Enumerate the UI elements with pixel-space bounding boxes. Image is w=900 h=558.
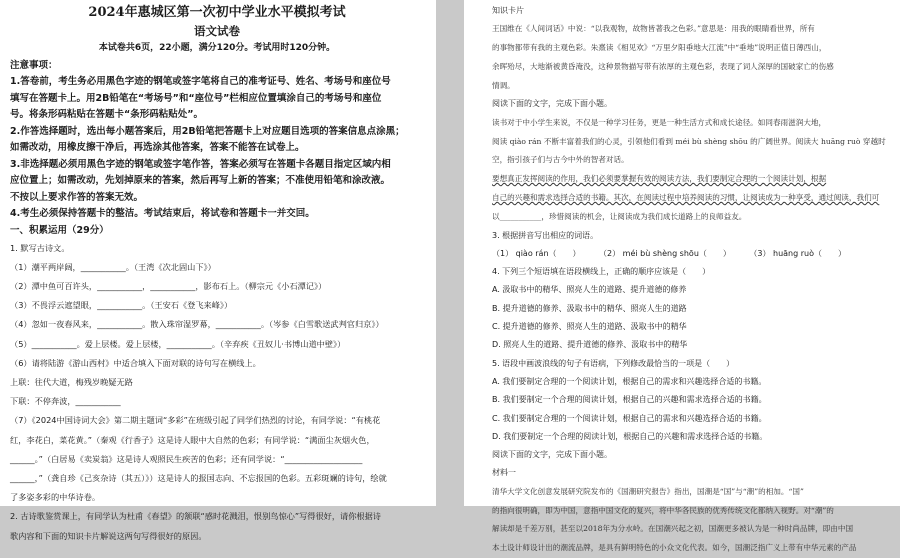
passage-line: 解读却是千差万别，甚至以2018年为分水岭。在国潮兴起之初，国潮更多被认为是一种时尚品牌，即由中国 — [492, 524, 854, 534]
passage-line: 读书对于中小学生来说，不仅是一种学习任务，更是一种生活方式和成长途径。如同春雨滋润大地， — [492, 117, 827, 127]
pinyin-item: （2） méi bù shèng shōu（ ） — [599, 248, 731, 258]
section-heading: 一、积累运用（29分） — [10, 224, 109, 236]
passage-line: 本土设计师设计出的潮流品牌，是具有鲜明特色的小众文化代表。如今，国潮泛指广义上带有中华元素的产品 — [492, 543, 857, 553]
passage-line: 阅读 qiào rán 不断丰富着我们的心灵，引领他们看到 méi bù shèng shōu 的广阔世界。阅读大 huāng ruò 穿越时 — [492, 136, 886, 146]
note-line: 号。将条形码粘贴在答题卡“条形码粘贴处”。 — [10, 109, 203, 120]
question-line: 1. 默写古诗文。 — [10, 242, 70, 253]
passage-line: 以___________，珍惜阅读的机会，让阅读成为我们成长道路上的良师益友。 — [492, 211, 747, 221]
question-line: 红，李花白，菜花黄。”（秦观《行香子》这是诗人眼中大自然的色彩；有同学说：“满面尘灰烟火色， — [10, 434, 375, 445]
exam-title: 2024年惠城区第一次初中学业水平模拟考试 — [88, 5, 346, 20]
note-line: 1.答卷前，考生务必用黑色字迹的钢笔或签字笔将自己的准考证号、姓名、考场号和座位号 — [10, 76, 391, 87]
option-a: A. 我们要制定合理的一个阅读计划，根据自己的需求和兴趣选择合适的书籍。 — [492, 376, 767, 386]
option-a: A. 汲取书中的精华、照亮人生的道路、提升道德的修养 — [492, 285, 687, 295]
question-line: 2. 古诗歌鉴赏课上，有同学认为杜甫《春望》的颔联“感时花溅泪，恨别鸟惊心”写得很好，请你根据诗 — [10, 511, 381, 522]
question-line: （4）忽如一夜春风来，___________。散入珠帘湿罗幕，___________。（岑参《白雪歌送武判官归京》） — [10, 319, 384, 330]
passage-line: 的指向很明确，即为中国，意指中国文化的复兴，将中华各民族的优秀传统文化都纳入视野。对“潮”的 — [492, 505, 834, 515]
question-3: 3. 根据拼音写出相应的词语。 — [492, 230, 599, 240]
exam-info: 本试卷共6页，22小题，满分120分。考试用时120分钟。 — [98, 43, 336, 53]
question-line: 上联：往代大道，梅残岁晚疑无路 — [10, 376, 133, 387]
question-line: 歌内容和下面的知识卡片解说这两句写得很好的原因。 — [10, 530, 207, 541]
question-4: 4. 下列三个短语填在语段横线上，正确的顺序应该是（ ） — [492, 267, 711, 277]
note-line: 填写在答题卡上。用2B铅笔在“考场号”和“座位号”栏相应位置填涂自己的考场号和座位 — [10, 92, 382, 104]
option-b: B. 我们要制定一个合理的阅读计划，根据自己的兴趣和需求选择合适的书籍。 — [492, 395, 767, 405]
material-heading: 材料一 — [492, 468, 516, 478]
option-c: C. 我们要制定合理的一个阅读计划，根据自己的需求和兴趣选择合适的书籍。 — [492, 413, 767, 423]
passage-line-wavy: 自己的兴趣和需求选择合适的书籍。其次，在阅读过程中培养阅读的习惯，让阅读成为一种享受，通过阅读，我们可 — [492, 192, 880, 202]
note-line: 不按以上要求作答的答案无效。 — [10, 191, 144, 203]
passage-line: 清华大学文化创意发展研究院发布的《国潮研究报告》指出，国潮是“国”与“潮”的相加。“国” — [492, 486, 804, 496]
question-line: （2）潭中鱼可百许头，___________，___________，影布石上。（柳宗元《小石潭记》） — [10, 280, 327, 291]
option-d: D. 我们要制定一个合理的阅读计划，根据自己的兴趣和需求选择合适的书籍。 — [492, 431, 768, 441]
question-line: 下联：不停奔波，___________ — [10, 396, 121, 407]
question-line: （1）潮平两岸阔，___________。（王湾《次北固山下》） — [10, 261, 216, 272]
option-d: D. 照亮人生的道路、提升道德的修养、汲取书中的精华 — [492, 340, 688, 350]
pinyin-item: （1） qiào rán（ ） — [492, 248, 581, 258]
notes-heading: 注意事项： — [10, 60, 58, 71]
card-line: 情调。 — [492, 80, 515, 90]
exam-subtitle: 语文试卷 — [194, 24, 240, 38]
question-line: （6）请将陆游《游山西村》中适合填入下面对联的诗句写在横线上。 — [10, 357, 261, 368]
option-b: B. 提升道德的修养、汲取书中的精华、照亮人生的道路 — [492, 303, 687, 313]
question-line: （7）《2024中国诗词大会》第二期主题词“多彩”在班级引起了同学们热烈的讨论，有同学说：“有桃花 — [10, 415, 381, 426]
question-line: 了多姿多彩的中华诗卷。 — [10, 492, 101, 503]
note-line: 如需改动，用橡皮擦干净后，再选涂其他答案，答案不能答在试卷上。 — [10, 142, 305, 153]
note-line: 3.非选择题必须用黑色字迹的钢笔或签字笔作答，答案必须写在答题卡各题目指定区域内相 — [10, 158, 391, 170]
passage-line: 空，指引孩子们与古今中外的智者对话。 — [492, 155, 629, 165]
pinyin-row — [492, 245, 886, 263]
passage-line-wavy: 要想真正发挥阅读的作用，我们必须要掌握有效的阅读方法，我们要制定合理的一个阅读计划，根据 — [492, 174, 827, 184]
exam-page-left — [0, 0, 436, 541]
reading-instruction: 阅读下面的文字，完成下面小题。 — [492, 99, 612, 109]
question-line: （3）不畏浮云遮望眼，___________。（王安石《登飞来峰》） — [10, 300, 233, 311]
pinyin-item: （3） huāng ruò（ ） — [749, 248, 846, 258]
note-line: 2.作答选择题时，选出每小题答案后，用2B铅笔把答题卡上对应题目选项的答案信息点涂黑； — [10, 125, 405, 137]
question-5: 5. 语段中画波浪线的句子有语病，下列修改最恰当的一项是（ ） — [492, 358, 735, 368]
question-line: （5）___________。爱上层楼。爱上层楼，___________。（辛弃疾《丑奴儿·书博山道中壁》） — [10, 338, 346, 349]
option-c: C. 提升道德的修养、照亮人生的道路、汲取书中的精华 — [492, 322, 687, 332]
note-line: 4.考生必须保持答题卡的整洁。考试结束后，将试卷和答题卡一并交回。 — [10, 208, 315, 219]
page-gutter — [436, 0, 464, 506]
knowledge-card-title: 知识卡片 — [492, 6, 524, 15]
question-line: ______，”（龚自珍《己亥杂诗（其五）》）这是诗人的报国志向、不忘报国的色彩。五彩斑斓的诗句，绘就 — [10, 472, 387, 483]
card-line: 王国维在《人间词话》中说：“以我观物，故物皆著我之色彩。”意思是：用我的眼睛看世界，所有 — [492, 24, 815, 34]
question-line: ______。”（白居易《卖炭翁》这是诗人观照民生疾苦的色彩；还有同学说：“___________________ — [10, 453, 363, 464]
reading-instruction: 阅读下面的文字，完成下面小题。 — [492, 450, 612, 460]
note-line: 应位置上；如需改动，先划掉原来的答案，然后再写上新的答案；不准使用铅笔和涂改液。 — [10, 175, 391, 186]
exam-page-right — [464, 0, 900, 553]
card-line: 余晖殆尽，大地渐被黄昏淹没，这种景物描写带有浓厚的主观色彩，表现了词人深厚的国破家亡的伤感 — [492, 61, 834, 71]
card-line: 的事物都带有我的主观色彩。朱熹读《相见欢》“万里夕阳垂地大江流”中“垂地”说明正值日薄西山， — [492, 43, 827, 53]
